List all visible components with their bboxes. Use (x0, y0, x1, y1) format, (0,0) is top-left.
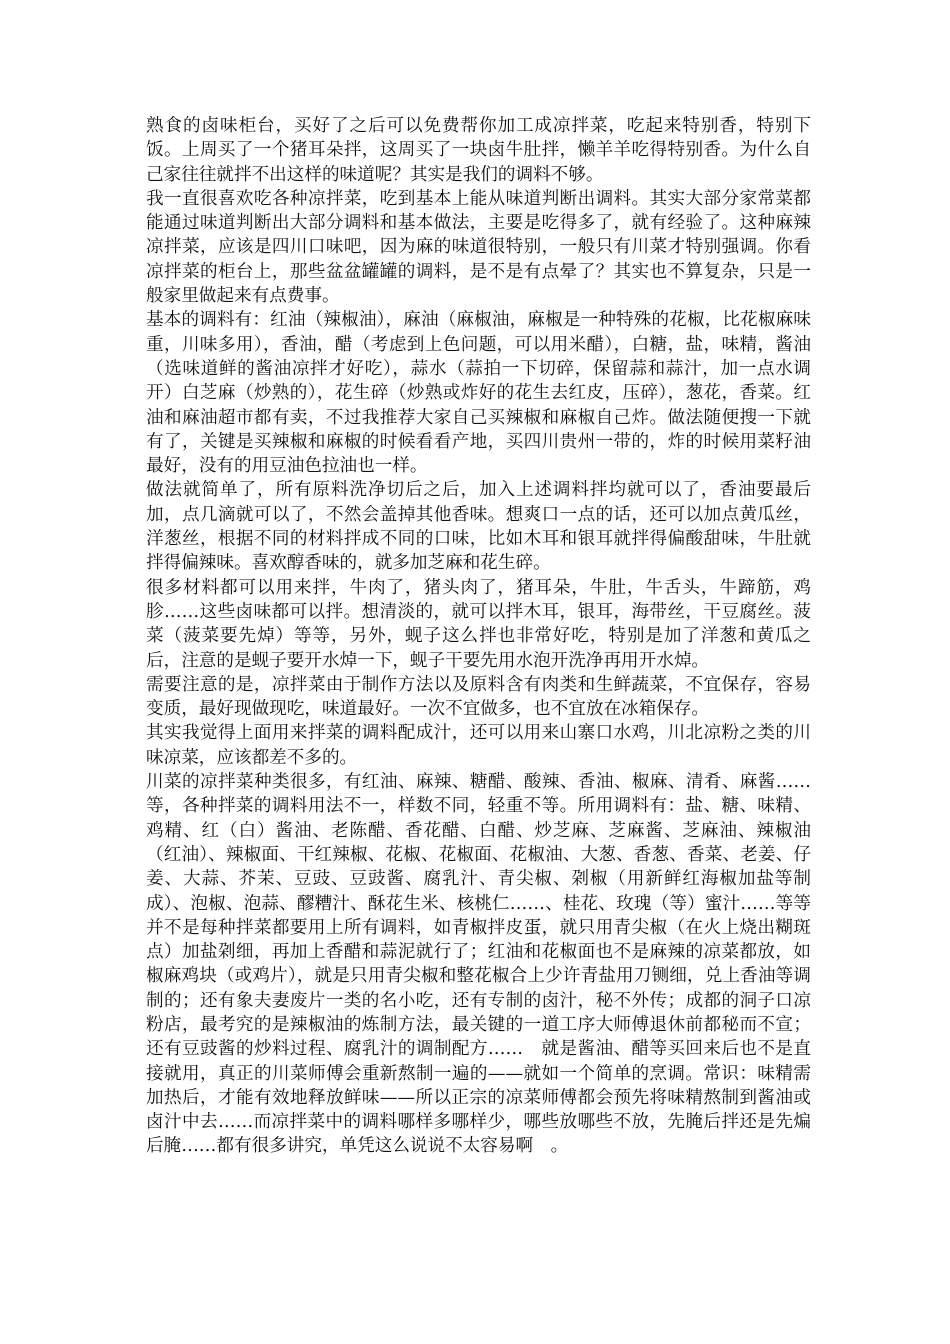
paragraph: 基本的调料有：红油（辣椒油），麻油（麻椒油，麻椒是一种特殊的花椒，比花椒麻味重，川味多用），香油，醋（考虑到上色问题，可以用米醋），白糖，盐，味精，酱油（选味道鲜的酱油凉拌才好吃），蒜水（蒜拍一下切碎，保留蒜和蒜汁，加一点水调开）白芝麻（炒熟的），花生碎（炒熟或炸好的花生去红皮，压碎），葱花，香菜。红油和麻油超市都有卖，不过我推荐大家自己买辣椒和麻椒自己炸。做法随便搜一下就有了，关键是买辣椒和麻椒的时候看看产地，买四川贵州一带的，炸的时候用菜籽油最好，没有的用豆油色拉油也一样。 (146, 310, 811, 477)
paragraph: 我一直很喜欢吃各种凉拌菜，吃到基本上能从味道判断出调料。其实大部分家常菜都能通过味道判断出大部分调料和基本做法，主要是吃得多了，就有经验了。这种麻辣凉拌菜，应该是四川口味吧，因为麻的味道很特别，一般只有川菜才特别强调。你看凉拌菜的柜台上，那些盆盆罐罐的调料，是不是有点晕了？其实也不算复杂，只是一般家里做起来有点费事。 (146, 188, 811, 307)
paragraph: 做法就简单了，所有原料洗净切后之后，加入上述调料拌均就可以了，香油要最后加，点几滴就可以了，不然会盖掉其他香味。想爽口一点的话，还可以加点黄瓜丝，洋葱丝，根据不同的材料拌成不同的口味，比如木耳和银耳就拌得偏酸甜味，牛肚就拌得偏辣味。喜欢醇香味的，就多加芝麻和花生碎。 (146, 480, 811, 574)
paragraph: 川菜的凉拌菜种类很多，有红油、麻辣、糖醋、酸辣、香油、椒麻、清肴、麻酱……等，各种拌菜的调料用法不一，样数不同，轻重不等。所用调料有：盐、糖、味精、鸡精、红（白）酱油、老陈醋、香花醋、白醋、炒芝麻、芝麻酱、芝麻油、辣椒油（红油）、辣椒面、干红辣椒、花椒、花椒面、花椒油、大葱、香葱、香菜、老姜、仔姜、大蒜、芥茉、豆豉、豆豉酱、腐乳汁、青尖椒、刴椒（用新鲜红海椒加盐等制成）、泡椒、泡蒜、醪糟汁、酥花生米、核桃仁……、桂花、玫瑰（等）蜜汁……等等 并不是每种拌菜都要用上所有调料，如青椒拌皮蛋，就只用青尖椒（在火上烧出糊斑点）加盐刴细，再加上香醋和蒜泥就行了；红油和花椒面也不是麻辣的凉菜都放，如椒麻鸡块（或鸡片），就是只用青尖椒和整花椒合上少许青盐用刀铡细，兑上香油等调制的；还有象夫妻废片一类的名小吃，还有专制的卤汁，秘不外传；成都的洞子口凉粉店，最考究的是辣椒油的炼制方法，最关键的一道工序大师傅退休前都秘而不宣；还有豆豉酱的炒料过程、腐乳汁的调制配方…… 就是酱油、醋等买回来后也不是直接就用，真正的川菜师傅会重新熬制一遍的——就如一个简单的烹调。常识：味精需加热后，才能有效地释放鲜味——所以正宗的凉菜师傅都会预先将味精熬制到酱油或卤汁中去……而凉拌菜中的调料哪样多哪样少，哪些放哪些不放，先腌后拌还是先煸后腌……都有很多讲究，单凭这么说说不太容易啊 。 (146, 772, 829, 1157)
paragraph: 需要注意的是，凉拌菜由于制作方法以及原料含有肉类和生鲜蔬菜，不宜保存，容易变质，最好现做现吃，味道最好。一次不宜做多，也不宜放在冰箱保存。 (146, 674, 811, 720)
paragraph: 很多材料都可以用来拌，牛肉了，猪头肉了，猪耳朵，牛肚，牛舌头，牛蹄筋，鸡胗……这些卤味都可以拌。想清淡的，就可以拌木耳，银耳，海带丝，干豆腐丝。菠菜（菠菜要先焯）等等，另外，蚬子这么拌也非常好吃，特别是加了洋葱和黄瓜之后，注意的是蚬子要开水焯一下，蚬子干要先用水泡开洗净再用开水焯。 (146, 577, 811, 671)
paragraph: 其实我觉得上面用来拌菜的调料配成汁，还可以用来山寨口水鸡，川北凉粉之类的川味凉菜，应该都差不多的。 (146, 723, 811, 768)
document-page (146, 114, 829, 1159)
paragraph: 熟食的卤味柜台，买好了之后可以免费帮你加工成凉拌菜，吃起来特别香，特别下饭。上周买了一个猪耳朵拌，这周买了一块卤牛肚拌，懒羊羊吃得特别香。为什么自己家往往就拌不出这样的味道呢？其实是我们的调料不够。 (146, 116, 811, 185)
